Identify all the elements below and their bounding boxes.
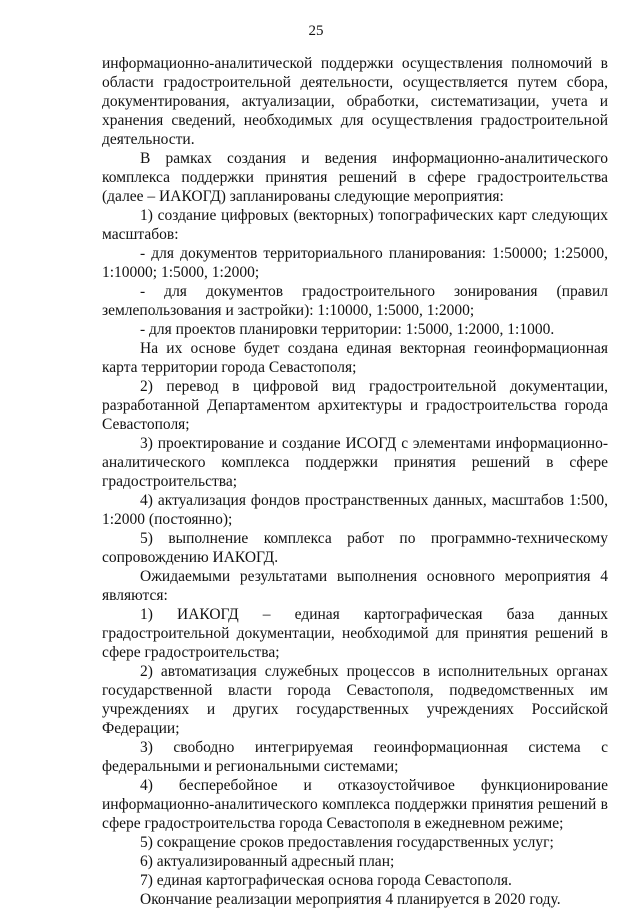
paragraph-4: - для документов территориального планирования: 1:50000; 1:25000, 1:10000; 1:5000, 1:2000;	[102, 245, 608, 281]
paragraph-14: 2) автоматизация служебных процессов в исполнительных органах государственной власти города Севастополя, подведомственных им учреждениях и других государственных учреждениях Российской Федерации;	[102, 663, 608, 737]
paragraph-20: Окончание реализации мероприятия 4 планируется в 2020 году.	[140, 891, 561, 908]
paragraph-2: В рамках создания и ведения информационно-аналитического комплекса поддержки принятия решений в сфере градостроительства (далее – ИАКОГД) запланированы следующие мероприятия:	[102, 150, 608, 205]
paragraph-11: 5) выполнение комплекса работ по программно-техническому сопровождению ИАКОГД.	[102, 530, 608, 566]
paragraph-1: информационно-аналитической поддержки осуществления полномочий в области градостроительной деятельности, осуществляется путем сбора, документирования, актуализации, обработки, систематизации, учета и хранения сведений, необходимых для осуществления градостроительной деятельности.	[102, 55, 608, 148]
paragraph-3: 1) создание цифровых (векторных) топографических карт следующих масштабов:	[102, 207, 608, 243]
paragraph-19: 7) единая картографическая основа города Севастополя.	[140, 872, 512, 889]
paragraph-10: 4) актуализация фондов пространственных данных, масштабов 1:500, 1:2000 (постоянно);	[102, 492, 608, 528]
page-number: 25	[308, 23, 324, 39]
paragraph-16: 4) бесперебойное и отказоустойчивое функционирование информационно-аналитического комплекса поддержки принятия решений в сфере градостроительства города Севастополя в ежедневном режиме;	[102, 777, 608, 832]
paragraph-12: Ожидаемыми результатами выполнения основного мероприятия 4 являются:	[102, 568, 608, 604]
paragraph-7: На их основе будет создана единая векторная геоинформационная карта территории города Севастополя;	[102, 340, 608, 376]
paragraph-6: - для проектов планировки территории: 1:5000, 1:2000, 1:1000.	[140, 321, 555, 338]
paragraph-8: 2) перевод в цифровой вид градостроительной документации, разработанной Департаментом архитектуры и градостроительства города Севастополя;	[102, 378, 608, 433]
paragraph-9: 3) проектирование и создание ИСОГД с элементами информационно-аналитического комплекса поддержки принятия решений в сфере градостроительства;	[102, 435, 608, 490]
paragraph-5: - для документов градостроительного зонирования (правил землепользования и застройки): 1:10000, 1:5000, 1:2000;	[102, 283, 608, 319]
paragraph-17: 5) сокращение сроков предоставления государственных услуг;	[140, 834, 554, 851]
paragraph-13: 1) ИАКОГД – единая картографическая база данных градостроительной документации, необходимой для принятия решений в сфере градостроительства;	[102, 606, 608, 661]
paragraph-18: 6) актуализированный адресный план;	[140, 853, 395, 870]
paragraph-15: 3) свободно интегрируемая геоинформационная система с федеральными и региональными системами;	[102, 739, 608, 775]
document-body	[102, 54, 608, 909]
